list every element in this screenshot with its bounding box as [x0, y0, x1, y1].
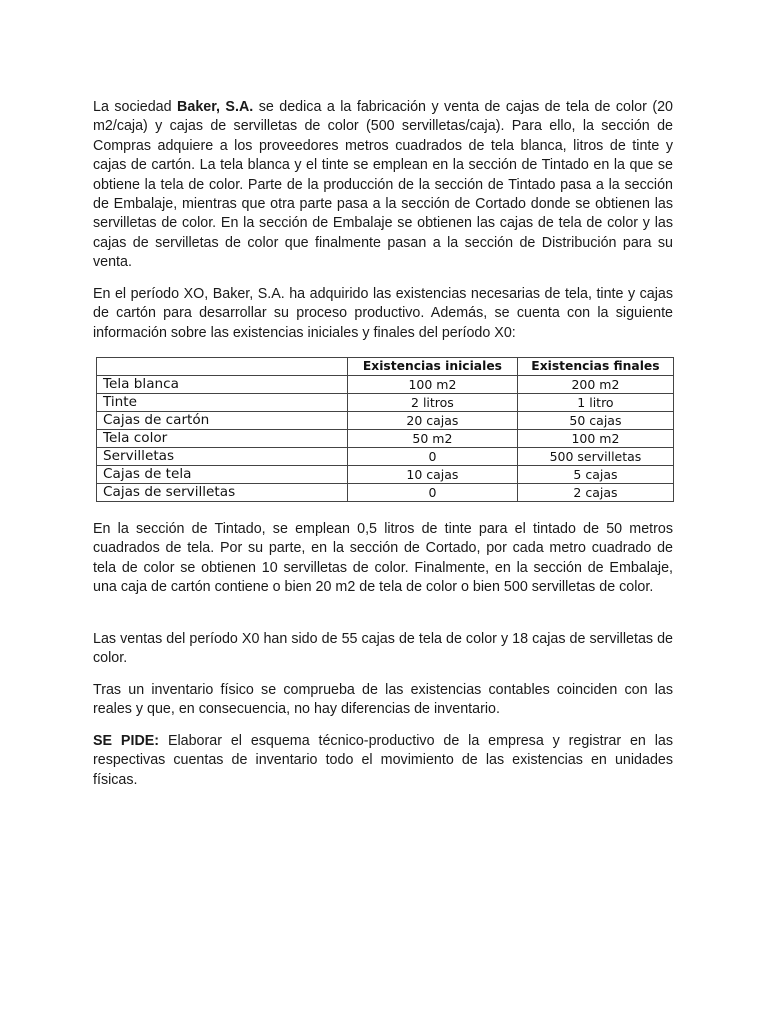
table-row: [97, 448, 674, 466]
intro-text-after: se dedica a la fabricación y venta de cajas de tela de color (20 m2/caja) y cajas de servilletas de color (500 servilletas/caja). Para ello, la sección de Compras adquiere a los proveedores metros cuadrados de tela blanca, litros de tinte y cajas de cartón. La tela blanca y el tinte se emplean en la sección de Tintado en la que se obtiene la tela de color. Parte de la producción de la sección de Tintado pasa a la sección de Embalaje, mientras que otra parte pasa a la sección de Cortado donde se obtienen las servilletas de color. En la sección de Embalaje se obtienen las cajas de tela de color y las cajas de servilletas de color que finalmente pasan a la sección de Distribución para su venta.: [93, 99, 674, 271]
table-row: [97, 412, 674, 430]
row-initial: 100 m2: [347, 376, 517, 394]
row-final: 50 cajas: [517, 412, 673, 430]
row-final: 5 cajas: [517, 466, 673, 484]
paragraph-sales: Las ventas del período X0 han sido de 55 cajas de tela de color y 18 cajas de servilletas de color.: [93, 631, 673, 667]
row-item: Tela blanca: [97, 376, 348, 394]
table-header-row: [97, 358, 674, 376]
table-header-empty: [97, 358, 348, 376]
row-initial: 10 cajas: [347, 466, 517, 484]
task-text: Elaborar el esquema técnico-productivo de la empresa y registrar en las respectivas cuentas de inventario todo el movimiento de las existencias en unidades físicas.: [93, 733, 673, 788]
inventory-table: [96, 357, 674, 502]
row-initial: 0: [347, 448, 517, 466]
row-initial: 2 litros: [347, 394, 517, 412]
row-final: 500 servilletas: [517, 448, 673, 466]
row-initial: 50 m2: [347, 430, 517, 448]
row-item: Servilletas: [97, 448, 348, 466]
paragraph-inventory-check: Tras un inventario físico se comprueba de las existencias contables coinciden con las reales y que, en consecuencia, no hay diferencias de inventario.: [93, 682, 673, 718]
paragraph-production: En la sección de Tintado, se emplean 0,5 litros de tinte para el tintado de 50 metros cuadrados de tela. Por su parte, en la sección de Cortado, por cada metro cuadrado de tela de color se obtienen 10 servilletas de color. Finalmente, en la sección de Embalaje, una caja de cartón contiene o bien 20 m2 de tela de color o bien 500 servilletas de color.: [93, 521, 673, 596]
task-label: SE PIDE:: [93, 733, 160, 749]
table-row: [97, 430, 674, 448]
row-item: Tela color: [97, 430, 348, 448]
row-initial: 20 cajas: [347, 412, 517, 430]
row-item: Cajas de cartón: [97, 412, 348, 430]
company-name: Baker, S.A.: [177, 99, 254, 115]
paragraph-period: En el período XO, Baker, S.A. ha adquirido las existencias necesarias de tela, tinte y cajas de cartón para desarrollar su proceso productivo. Además, se cuenta con la siguiente información sobre las existencias iniciales y finales del período X0:: [93, 286, 673, 341]
table-row: [97, 484, 674, 502]
paragraph-task: [93, 732, 673, 790]
table-row: [97, 376, 674, 394]
row-item: Cajas de tela: [97, 466, 348, 484]
table-header-initial: Existencias iniciales: [347, 358, 517, 376]
row-item: Cajas de servilletas: [97, 484, 348, 502]
row-final: 1 litro: [517, 394, 673, 412]
table-row: [97, 394, 674, 412]
intro-text-before: La sociedad: [93, 99, 178, 115]
paragraph-intro: [93, 98, 673, 273]
row-final: 100 m2: [517, 430, 673, 448]
row-final: 2 cajas: [517, 484, 673, 502]
row-initial: 0: [347, 484, 517, 502]
row-item: Tinte: [97, 394, 348, 412]
table-row: [97, 466, 674, 484]
row-final: 200 m2: [517, 376, 673, 394]
table-header-final: Existencias finales: [517, 358, 673, 376]
